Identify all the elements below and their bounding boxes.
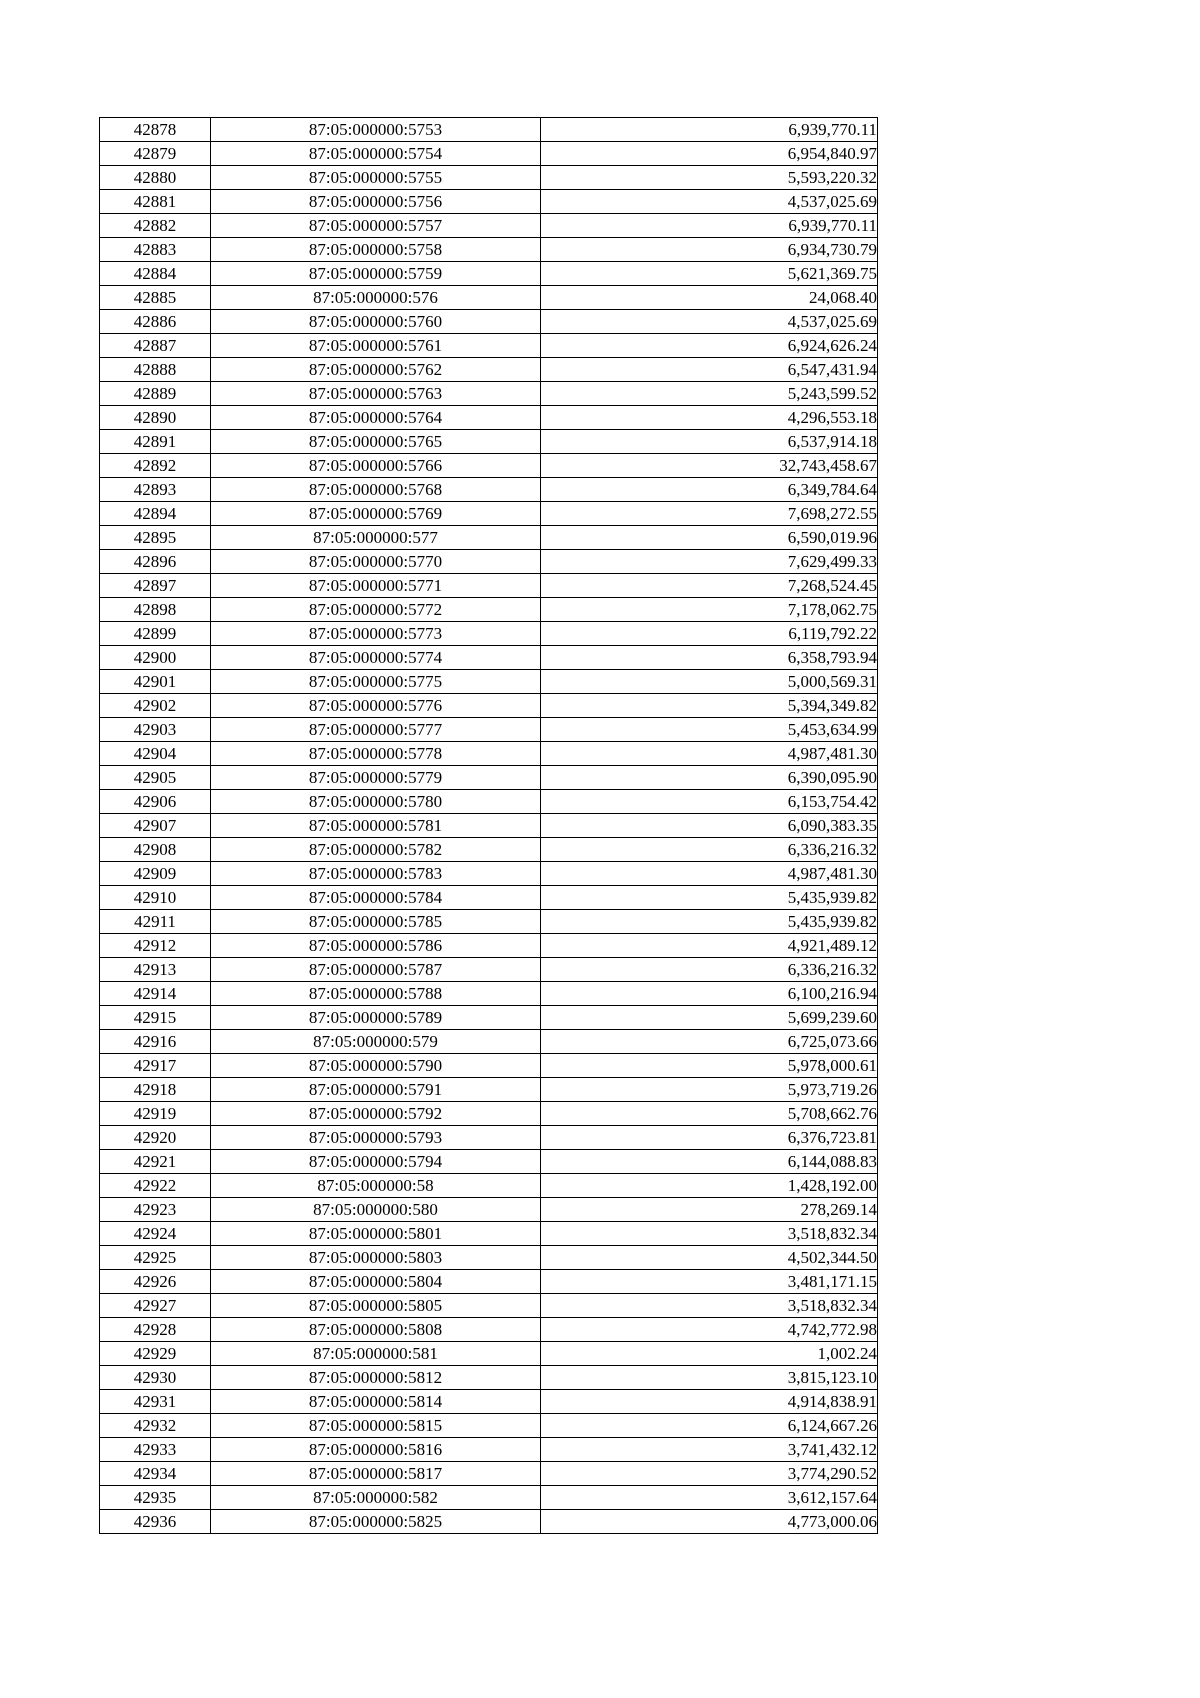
cadastral-number: 87:05:000000:5780 — [211, 790, 541, 814]
cadastral-value: 4,296,553.18 — [541, 406, 878, 430]
cadastral-number: 87:05:000000:5781 — [211, 814, 541, 838]
cadastral-value: 6,547,431.94 — [541, 358, 878, 382]
table-row — [100, 550, 878, 574]
cadastral-value: 6,124,667.26 — [541, 1414, 878, 1438]
cadastral-number: 87:05:000000:5794 — [211, 1150, 541, 1174]
cadastral-value: 5,394,349.82 — [541, 694, 878, 718]
cadastral-value: 6,390,095.90 — [541, 766, 878, 790]
cadastral-number: 87:05:000000:5787 — [211, 958, 541, 982]
row-number: 42902 — [100, 694, 211, 718]
cadastral-value: 6,934,730.79 — [541, 238, 878, 262]
cadastral-value: 6,336,216.32 — [541, 958, 878, 982]
table-row — [100, 142, 878, 166]
table-row — [100, 358, 878, 382]
cadastral-value: 5,453,634.99 — [541, 718, 878, 742]
row-number: 42936 — [100, 1510, 211, 1534]
row-number: 42912 — [100, 934, 211, 958]
cadastral-number: 87:05:000000:5782 — [211, 838, 541, 862]
table-row — [100, 1294, 878, 1318]
cadastral-value: 7,629,499.33 — [541, 550, 878, 574]
cadastral-value: 6,376,723.81 — [541, 1126, 878, 1150]
row-number: 42918 — [100, 1078, 211, 1102]
table-row — [100, 694, 878, 718]
table-row — [100, 1318, 878, 1342]
cadastral-value: 4,914,838.91 — [541, 1390, 878, 1414]
table-row — [100, 670, 878, 694]
cadastral-value: 3,815,123.10 — [541, 1366, 878, 1390]
cadastral-number: 87:05:000000:5758 — [211, 238, 541, 262]
row-number: 42923 — [100, 1198, 211, 1222]
table-row — [100, 1030, 878, 1054]
row-number: 42910 — [100, 886, 211, 910]
table-row — [100, 1102, 878, 1126]
table-row — [100, 286, 878, 310]
table-row — [100, 814, 878, 838]
row-number: 42888 — [100, 358, 211, 382]
table-row — [100, 958, 878, 982]
row-number: 42928 — [100, 1318, 211, 1342]
cadastral-value: 7,178,062.75 — [541, 598, 878, 622]
table-row — [100, 1246, 878, 1270]
row-number: 42932 — [100, 1414, 211, 1438]
cadastral-value: 4,502,344.50 — [541, 1246, 878, 1270]
row-number: 42916 — [100, 1030, 211, 1054]
cadastral-number: 87:05:000000:5772 — [211, 598, 541, 622]
row-number: 42908 — [100, 838, 211, 862]
cadastral-value: 3,741,432.12 — [541, 1438, 878, 1462]
cadastral-number: 87:05:000000:577 — [211, 526, 541, 550]
row-number: 42898 — [100, 598, 211, 622]
table-row — [100, 430, 878, 454]
row-number: 42896 — [100, 550, 211, 574]
row-number: 42907 — [100, 814, 211, 838]
cadastral-number: 87:05:000000:5825 — [211, 1510, 541, 1534]
cadastral-number: 87:05:000000:5803 — [211, 1246, 541, 1270]
table-row — [100, 1270, 878, 1294]
cadastral-value: 1,428,192.00 — [541, 1174, 878, 1198]
row-number: 42883 — [100, 238, 211, 262]
cadastral-value: 6,336,216.32 — [541, 838, 878, 862]
cadastral-number: 87:05:000000:582 — [211, 1486, 541, 1510]
cadastral-number: 87:05:000000:576 — [211, 286, 541, 310]
row-number: 42901 — [100, 670, 211, 694]
cadastral-number: 87:05:000000:5757 — [211, 214, 541, 238]
cadastral-value: 4,773,000.06 — [541, 1510, 878, 1534]
cadastral-number: 87:05:000000:58 — [211, 1174, 541, 1198]
cadastral-value: 7,268,524.45 — [541, 574, 878, 598]
row-number: 42935 — [100, 1486, 211, 1510]
cadastral-number: 87:05:000000:5817 — [211, 1462, 541, 1486]
cadastral-value: 7,698,272.55 — [541, 502, 878, 526]
cadastral-number: 87:05:000000:5769 — [211, 502, 541, 526]
cadastral-value: 3,612,157.64 — [541, 1486, 878, 1510]
cadastral-number: 87:05:000000:5762 — [211, 358, 541, 382]
table-row — [100, 742, 878, 766]
table-row — [100, 1438, 878, 1462]
row-number: 42921 — [100, 1150, 211, 1174]
cadastral-value: 3,774,290.52 — [541, 1462, 878, 1486]
table-row — [100, 1150, 878, 1174]
table-row — [100, 1174, 878, 1198]
cadastral-number: 87:05:000000:5785 — [211, 910, 541, 934]
cadastral-number: 87:05:000000:5778 — [211, 742, 541, 766]
table-row — [100, 526, 878, 550]
row-number: 42933 — [100, 1438, 211, 1462]
cadastral-number: 87:05:000000:5761 — [211, 334, 541, 358]
table-row — [100, 766, 878, 790]
table-row — [100, 1054, 878, 1078]
table-row — [100, 166, 878, 190]
cadastral-number: 87:05:000000:5801 — [211, 1222, 541, 1246]
cadastral-value: 5,593,220.32 — [541, 166, 878, 190]
cadastral-number: 87:05:000000:5816 — [211, 1438, 541, 1462]
table-row — [100, 910, 878, 934]
table-row — [100, 1462, 878, 1486]
row-number: 42897 — [100, 574, 211, 598]
cadastral-number: 87:05:000000:581 — [211, 1342, 541, 1366]
table-row — [100, 982, 878, 1006]
cadastral-number: 87:05:000000:5792 — [211, 1102, 541, 1126]
cadastral-number: 87:05:000000:5789 — [211, 1006, 541, 1030]
row-number: 42881 — [100, 190, 211, 214]
cadastral-value-table — [99, 117, 878, 1534]
cadastral-value: 5,978,000.61 — [541, 1054, 878, 1078]
row-number: 42890 — [100, 406, 211, 430]
row-number: 42917 — [100, 1054, 211, 1078]
cadastral-number: 87:05:000000:5805 — [211, 1294, 541, 1318]
cadastral-value: 4,537,025.69 — [541, 190, 878, 214]
cadastral-value: 278,269.14 — [541, 1198, 878, 1222]
cadastral-value: 3,481,171.15 — [541, 1270, 878, 1294]
cadastral-value: 6,349,784.64 — [541, 478, 878, 502]
table-row — [100, 622, 878, 646]
cadastral-value: 6,153,754.42 — [541, 790, 878, 814]
cadastral-number: 87:05:000000:5771 — [211, 574, 541, 598]
row-number: 42895 — [100, 526, 211, 550]
table-row — [100, 1222, 878, 1246]
cadastral-number: 87:05:000000:5776 — [211, 694, 541, 718]
row-number: 42889 — [100, 382, 211, 406]
row-number: 42887 — [100, 334, 211, 358]
cadastral-value: 3,518,832.34 — [541, 1294, 878, 1318]
cadastral-value: 4,537,025.69 — [541, 310, 878, 334]
table-row — [100, 382, 878, 406]
cadastral-value: 5,973,719.26 — [541, 1078, 878, 1102]
cadastral-number: 87:05:000000:5774 — [211, 646, 541, 670]
cadastral-number: 87:05:000000:5804 — [211, 1270, 541, 1294]
row-number: 42880 — [100, 166, 211, 190]
cadastral-number: 87:05:000000:5768 — [211, 478, 541, 502]
cadastral-number: 87:05:000000:5784 — [211, 886, 541, 910]
row-number: 42906 — [100, 790, 211, 814]
cadastral-number: 87:05:000000:5763 — [211, 382, 541, 406]
cadastral-number: 87:05:000000:5770 — [211, 550, 541, 574]
table-row — [100, 1510, 878, 1534]
cadastral-number: 87:05:000000:5777 — [211, 718, 541, 742]
table-row — [100, 478, 878, 502]
row-number: 42913 — [100, 958, 211, 982]
row-number: 42903 — [100, 718, 211, 742]
table-row — [100, 334, 878, 358]
row-number: 42885 — [100, 286, 211, 310]
cadastral-number: 87:05:000000:580 — [211, 1198, 541, 1222]
table-row — [100, 718, 878, 742]
table-row — [100, 238, 878, 262]
row-number: 42894 — [100, 502, 211, 526]
cadastral-number: 87:05:000000:5790 — [211, 1054, 541, 1078]
row-number: 42934 — [100, 1462, 211, 1486]
cadastral-value: 6,537,914.18 — [541, 430, 878, 454]
cadastral-value: 5,621,369.75 — [541, 262, 878, 286]
row-number: 42915 — [100, 1006, 211, 1030]
cadastral-number: 87:05:000000:5764 — [211, 406, 541, 430]
table-body — [100, 118, 878, 1534]
table-row — [100, 1198, 878, 1222]
table-row — [100, 214, 878, 238]
table-row — [100, 190, 878, 214]
cadastral-value: 6,090,383.35 — [541, 814, 878, 838]
table-row — [100, 406, 878, 430]
cadastral-number: 87:05:000000:5815 — [211, 1414, 541, 1438]
cadastral-number: 87:05:000000:5773 — [211, 622, 541, 646]
row-number: 42926 — [100, 1270, 211, 1294]
cadastral-number: 87:05:000000:5788 — [211, 982, 541, 1006]
cadastral-value: 1,002.24 — [541, 1342, 878, 1366]
cadastral-number: 87:05:000000:5779 — [211, 766, 541, 790]
cadastral-value: 3,518,832.34 — [541, 1222, 878, 1246]
table-row — [100, 838, 878, 862]
cadastral-value: 5,435,939.82 — [541, 910, 878, 934]
cadastral-number: 87:05:000000:5783 — [211, 862, 541, 886]
table-row — [100, 502, 878, 526]
cadastral-value: 6,939,770.11 — [541, 214, 878, 238]
cadastral-value: 32,743,458.67 — [541, 454, 878, 478]
cadastral-number: 87:05:000000:5759 — [211, 262, 541, 286]
table-row — [100, 310, 878, 334]
table-row — [100, 1486, 878, 1510]
row-number: 42892 — [100, 454, 211, 478]
cadastral-number: 87:05:000000:5754 — [211, 142, 541, 166]
cadastral-value: 5,000,569.31 — [541, 670, 878, 694]
cadastral-value: 6,939,770.11 — [541, 118, 878, 142]
table-row — [100, 790, 878, 814]
cadastral-value: 5,699,239.60 — [541, 1006, 878, 1030]
cadastral-number: 87:05:000000:5775 — [211, 670, 541, 694]
cadastral-value: 4,987,481.30 — [541, 862, 878, 886]
cadastral-number: 87:05:000000:5814 — [211, 1390, 541, 1414]
cadastral-value: 5,435,939.82 — [541, 886, 878, 910]
cadastral-value: 6,100,216.94 — [541, 982, 878, 1006]
cadastral-number: 87:05:000000:5756 — [211, 190, 541, 214]
row-number: 42919 — [100, 1102, 211, 1126]
cadastral-number: 87:05:000000:5793 — [211, 1126, 541, 1150]
row-number: 42904 — [100, 742, 211, 766]
cadastral-value: 6,725,073.66 — [541, 1030, 878, 1054]
row-number: 42920 — [100, 1126, 211, 1150]
cadastral-value: 4,742,772.98 — [541, 1318, 878, 1342]
table-row — [100, 574, 878, 598]
table-row — [100, 934, 878, 958]
cadastral-value: 6,358,793.94 — [541, 646, 878, 670]
table-row — [100, 1006, 878, 1030]
table-row — [100, 1342, 878, 1366]
row-number: 42924 — [100, 1222, 211, 1246]
row-number: 42893 — [100, 478, 211, 502]
row-number: 42879 — [100, 142, 211, 166]
cadastral-value: 6,119,792.22 — [541, 622, 878, 646]
table-row — [100, 454, 878, 478]
cadastral-value: 6,954,840.97 — [541, 142, 878, 166]
table-row — [100, 1366, 878, 1390]
row-number: 42905 — [100, 766, 211, 790]
cadastral-number: 87:05:000000:5760 — [211, 310, 541, 334]
row-number: 42914 — [100, 982, 211, 1006]
row-number: 42884 — [100, 262, 211, 286]
row-number: 42899 — [100, 622, 211, 646]
table-row — [100, 886, 878, 910]
cadastral-value: 6,144,088.83 — [541, 1150, 878, 1174]
table-row — [100, 1126, 878, 1150]
row-number: 42925 — [100, 1246, 211, 1270]
cadastral-value: 4,921,489.12 — [541, 934, 878, 958]
row-number: 42878 — [100, 118, 211, 142]
table-row — [100, 1414, 878, 1438]
row-number: 42927 — [100, 1294, 211, 1318]
cadastral-number: 87:05:000000:5812 — [211, 1366, 541, 1390]
table-row — [100, 1390, 878, 1414]
cadastral-number: 87:05:000000:5753 — [211, 118, 541, 142]
cadastral-value: 5,708,662.76 — [541, 1102, 878, 1126]
cadastral-number: 87:05:000000:579 — [211, 1030, 541, 1054]
cadastral-number: 87:05:000000:5765 — [211, 430, 541, 454]
row-number: 42929 — [100, 1342, 211, 1366]
cadastral-value: 24,068.40 — [541, 286, 878, 310]
row-number: 42922 — [100, 1174, 211, 1198]
cadastral-number: 87:05:000000:5791 — [211, 1078, 541, 1102]
table-row — [100, 262, 878, 286]
table-row — [100, 1078, 878, 1102]
row-number: 42891 — [100, 430, 211, 454]
table-row — [100, 118, 878, 142]
cadastral-value: 6,924,626.24 — [541, 334, 878, 358]
cadastral-value: 4,987,481.30 — [541, 742, 878, 766]
cadastral-number: 87:05:000000:5755 — [211, 166, 541, 190]
row-number: 42882 — [100, 214, 211, 238]
row-number: 42909 — [100, 862, 211, 886]
row-number: 42886 — [100, 310, 211, 334]
cadastral-number: 87:05:000000:5808 — [211, 1318, 541, 1342]
cadastral-value: 6,590,019.96 — [541, 526, 878, 550]
cadastral-number: 87:05:000000:5786 — [211, 934, 541, 958]
row-number: 42931 — [100, 1390, 211, 1414]
cadastral-number: 87:05:000000:5766 — [211, 454, 541, 478]
table-row — [100, 862, 878, 886]
row-number: 42911 — [100, 910, 211, 934]
table-row — [100, 646, 878, 670]
cadastral-value: 5,243,599.52 — [541, 382, 878, 406]
row-number: 42900 — [100, 646, 211, 670]
row-number: 42930 — [100, 1366, 211, 1390]
table-row — [100, 598, 878, 622]
